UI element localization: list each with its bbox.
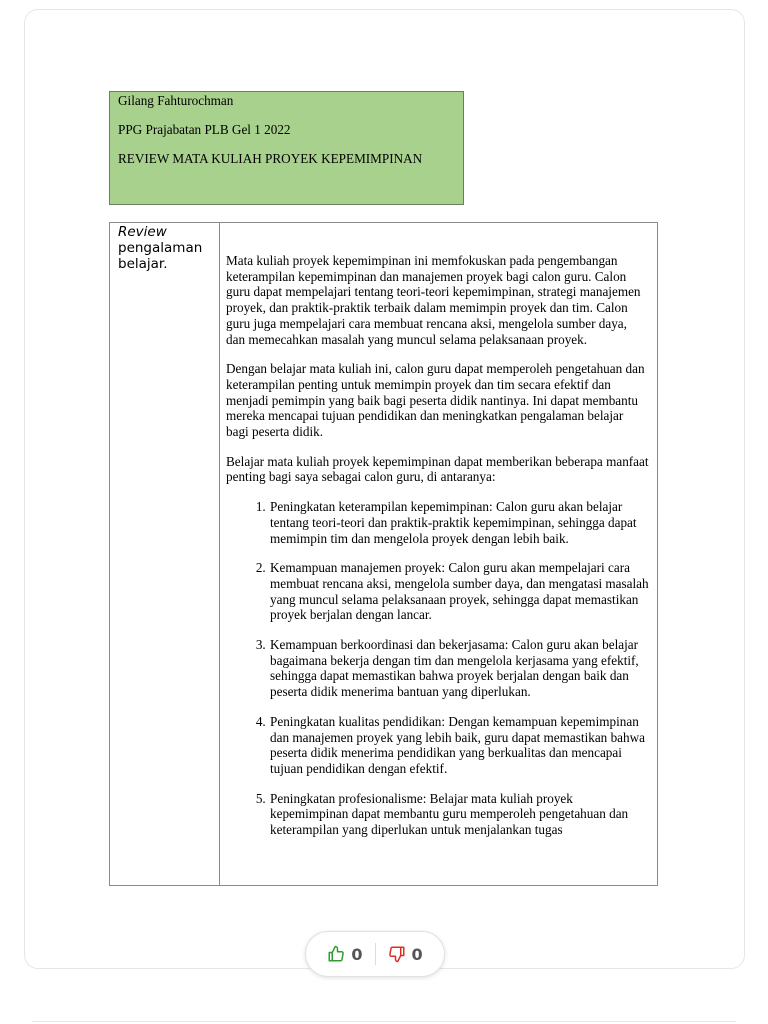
list-item: 1. Peningkatan keterampilan kepemimpinan: Calon guru akan belajar tentang teori-teori dan praktik-praktik kepemimpinan, sehingga dapat memimpin tim dan mengelola proyek dengan lebih baik. [269, 499, 649, 546]
paragraph-intro: Mata kuliah proyek kepemimpinan ini memfokuskan pada pengembangan keterampilan kepemimpinan dan manajemen proyek bagi calon guru. Calon guru dapat mempelajari tentang teori-teori kepemimpinan, strategi manajemen proyek, dan praktik-praktik terbaik dalam memimpin proyek dan tim. Calon guru juga mempelajari cara membuat rencana aksi, mengelola sumber daya, dan memecahkan masalah yang muncul selama pelaksanaan proyek. [226, 253, 641, 347]
review-table [109, 222, 658, 886]
program-name: PPG Prajabatan PLB Gel 1 2022 [118, 122, 291, 137]
upvote-button[interactable] [315, 945, 374, 964]
label-italic: Review [118, 224, 167, 240]
thumbs-up-icon [327, 945, 345, 963]
paragraph-benefit: Dengan belajar mata kuliah ini, calon guru dapat memperoleh pengetahuan dan keterampilan penting untuk memimpin proyek dan tim secara efektif dan menjadi pemimpin yang baik bagi peserta didik nantinya. Ini dapat membantu mereka mencapai tujuan pendidikan dan meningkatkan pengalaman belajar bagi peserta didik. [226, 361, 645, 440]
content-body [226, 253, 649, 884]
list-item: 2. Kemampuan manajemen proyek: Calon guru akan mempelajari cara membuat rencana aksi, mengelola sumber daya, dan mengatasi masalah yang muncul selama pelaksanaan proyek, sehingga dapat memastikan proyek berjalan dengan lancar. [269, 560, 649, 623]
upvote-count: 0 [351, 944, 363, 964]
paragraph-list-lead: Belajar mata kuliah proyek kepemimpinan dapat memberikan beberapa manfaat penting bagi saya sebagai calon guru, di antaranya: [226, 453, 649, 485]
list-item: 3. Kemampuan berkoordinasi dan bekerjasama: Calon guru akan belajar bagaimana bekerja dengan tim dan mengelola kerjasama yang efektif, sehingga dapat memastikan bahwa proyek berjalan dengan baik dan peserta didik menerima bantuan yang diperlukan. [269, 637, 649, 700]
downvote-count: 0 [411, 944, 423, 964]
list-item: 5. Peningkatan profesionalisme: Belajar mata kuliah proyek kepemimpinan dapat membantu guru memperoleh pengetahuan dan keterampilan yang diperlukan untuk menjalankan tugas [269, 791, 649, 838]
downvote-button[interactable] [376, 945, 435, 964]
benefits-list [226, 499, 649, 838]
bottom-divider [32, 1021, 736, 1022]
document-title: REVIEW MATA KULIAH PROYEK KEPEMIMPINAN [118, 151, 423, 166]
label-cell [110, 223, 220, 886]
table-row [110, 223, 658, 886]
content-cell [220, 223, 658, 886]
thumbs-down-icon [388, 945, 406, 963]
label-rest: pengalaman belajar. [118, 240, 203, 272]
header-box [109, 91, 464, 205]
vote-bar [305, 931, 445, 977]
author-name: Gilang Fahturochman [118, 93, 234, 108]
list-item: 4. Peningkatan kualitas pendidikan: Dengan kemampuan kepemimpinan dan manajemen proyek yang lebih baik, guru dapat memastikan bahwa peserta didik menerima pendidikan yang berkualitas dan mencapai tujuan pendidikan dengan efektif. [269, 714, 649, 777]
